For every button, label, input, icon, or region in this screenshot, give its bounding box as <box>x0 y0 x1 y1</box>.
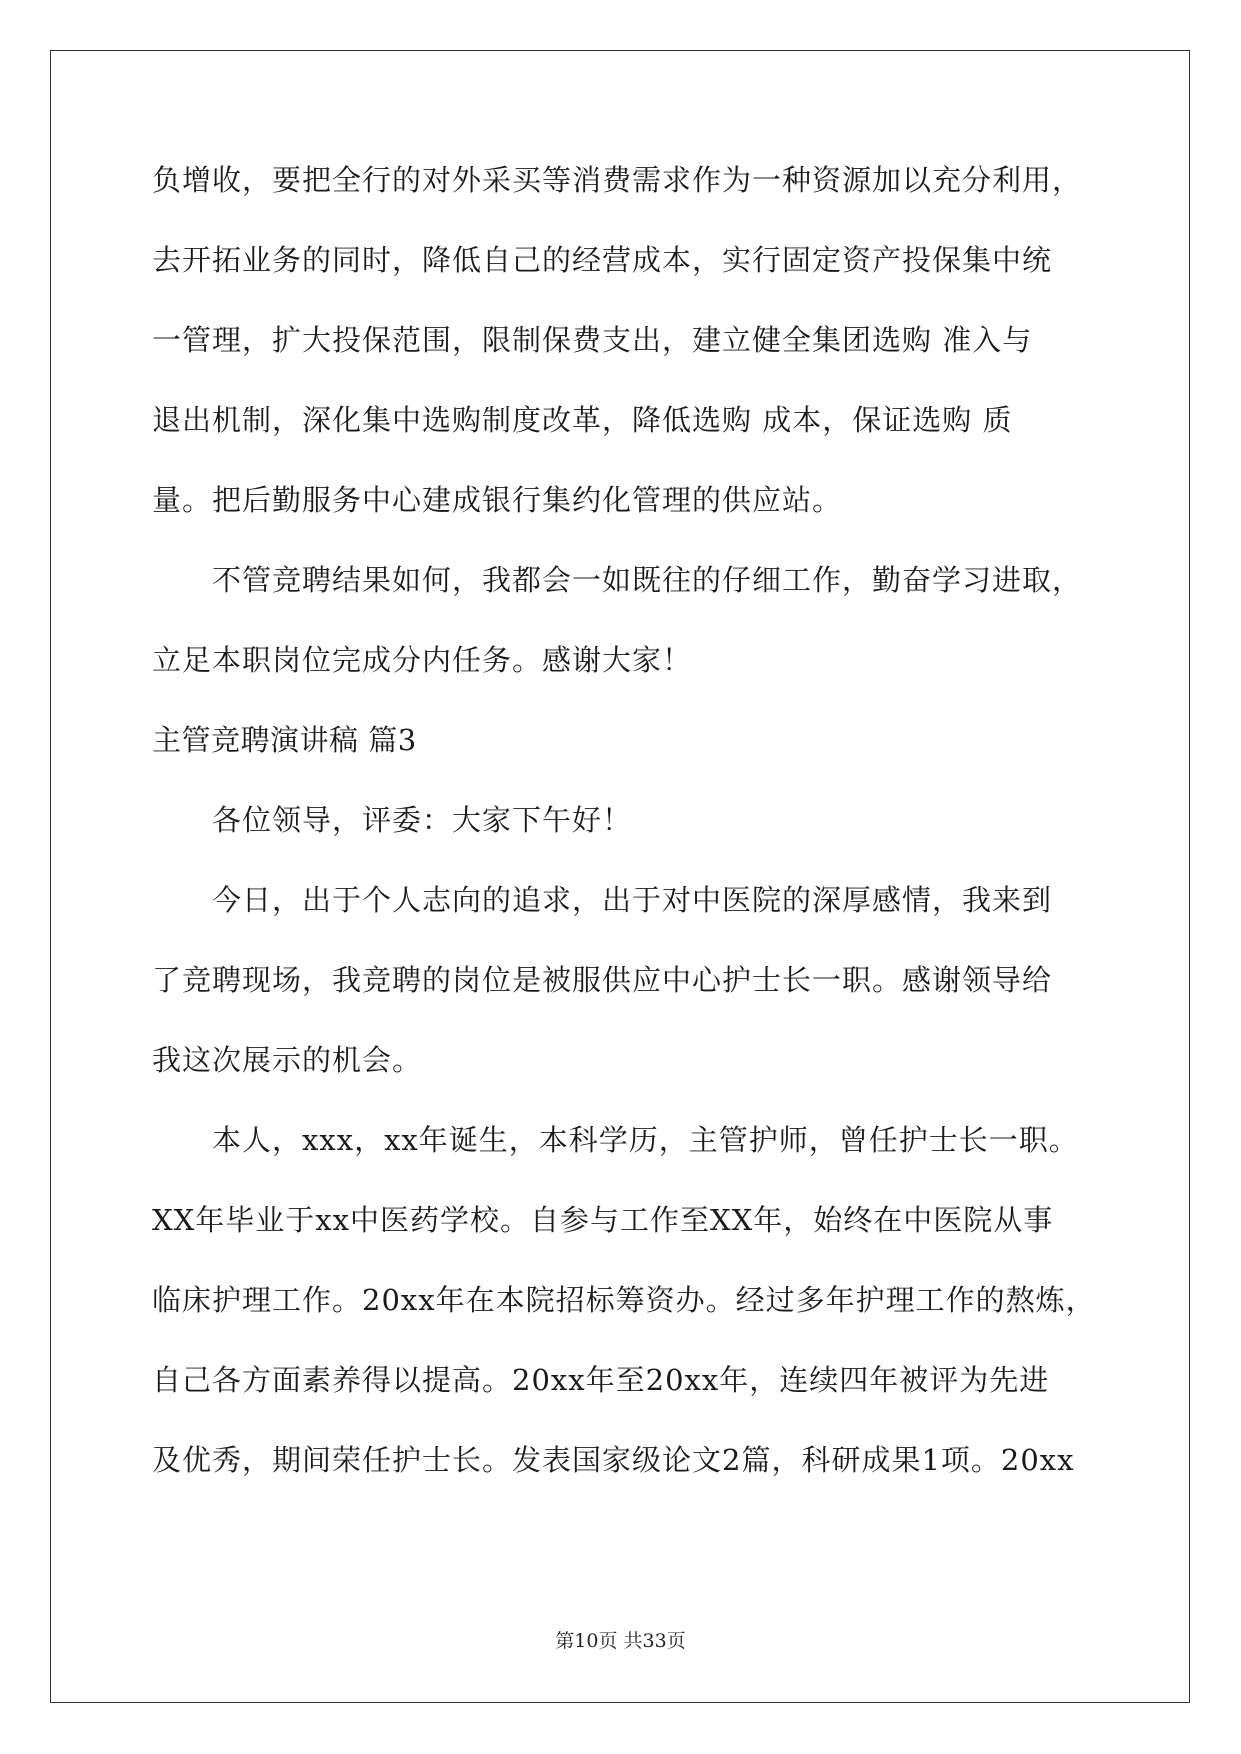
text-line-9: 各位领导，评委：大家下午好！ <box>212 803 633 837</box>
text-line-17: 及优秀，期间荣任护士长。发表国家级论文2篇，科研成果1项。20xx <box>152 1443 1075 1477</box>
text-line-14: XX年毕业于xx中医药学校。自参与工作至XX年，始终在中医院从事 <box>152 1203 1054 1237</box>
text-line-16: 自己各方面素养得以提高。20xx年至20xx年，连续四年被评为先进 <box>152 1363 1050 1397</box>
section-heading: 主管竞聘演讲稿 篇3 <box>152 723 417 757</box>
document-body <box>152 160 1096 1520</box>
text-line-12: 我这次展示的机会。 <box>152 1043 423 1077</box>
text-line-3: 一管理，扩大投保范围，限制保费支出，建立健全集团选购 准入与 <box>152 323 1033 357</box>
text-line-5: 量。把后勤服务中心建成银行集约化管理的供应站。 <box>152 483 843 517</box>
text-line-10: 今日，出于个人志向的追求，出于对中医院的深厚感情，我来到 <box>212 883 1053 917</box>
text-line-4: 退出机制，深化集中选购制度改革，降低选购 成本，保证选购 质 <box>152 403 1013 437</box>
text-line-11: 了竞聘现场，我竞聘的岗位是被服供应中心护士长一职。感谢领导给 <box>152 963 1053 997</box>
text-line-7: 立足本职岗位完成分内任务。感谢大家！ <box>152 643 693 677</box>
text-line-6: 不管竞聘结果如何，我都会一如既往的仔细工作，勤奋学习进取， <box>212 563 1083 597</box>
text-line-13: 本人，xxx，xx年诞生，本科学历，主管护师，曾任护士长一职。 <box>212 1123 1079 1157</box>
text-line-2: 去开拓业务的同时，降低自己的经营成本，实行固定资产投保集中统 <box>152 243 1053 277</box>
text-line-15: 临床护理工作。20xx年在本院招标筹资办。经过多年护理工作的熬炼， <box>152 1283 1096 1317</box>
text-line-1: 负增收，要把全行的对外采买等消费需求作为一种资源加以充分利用， <box>152 163 1083 197</box>
page-footer: 第10页 共33页 <box>555 1630 686 1652</box>
